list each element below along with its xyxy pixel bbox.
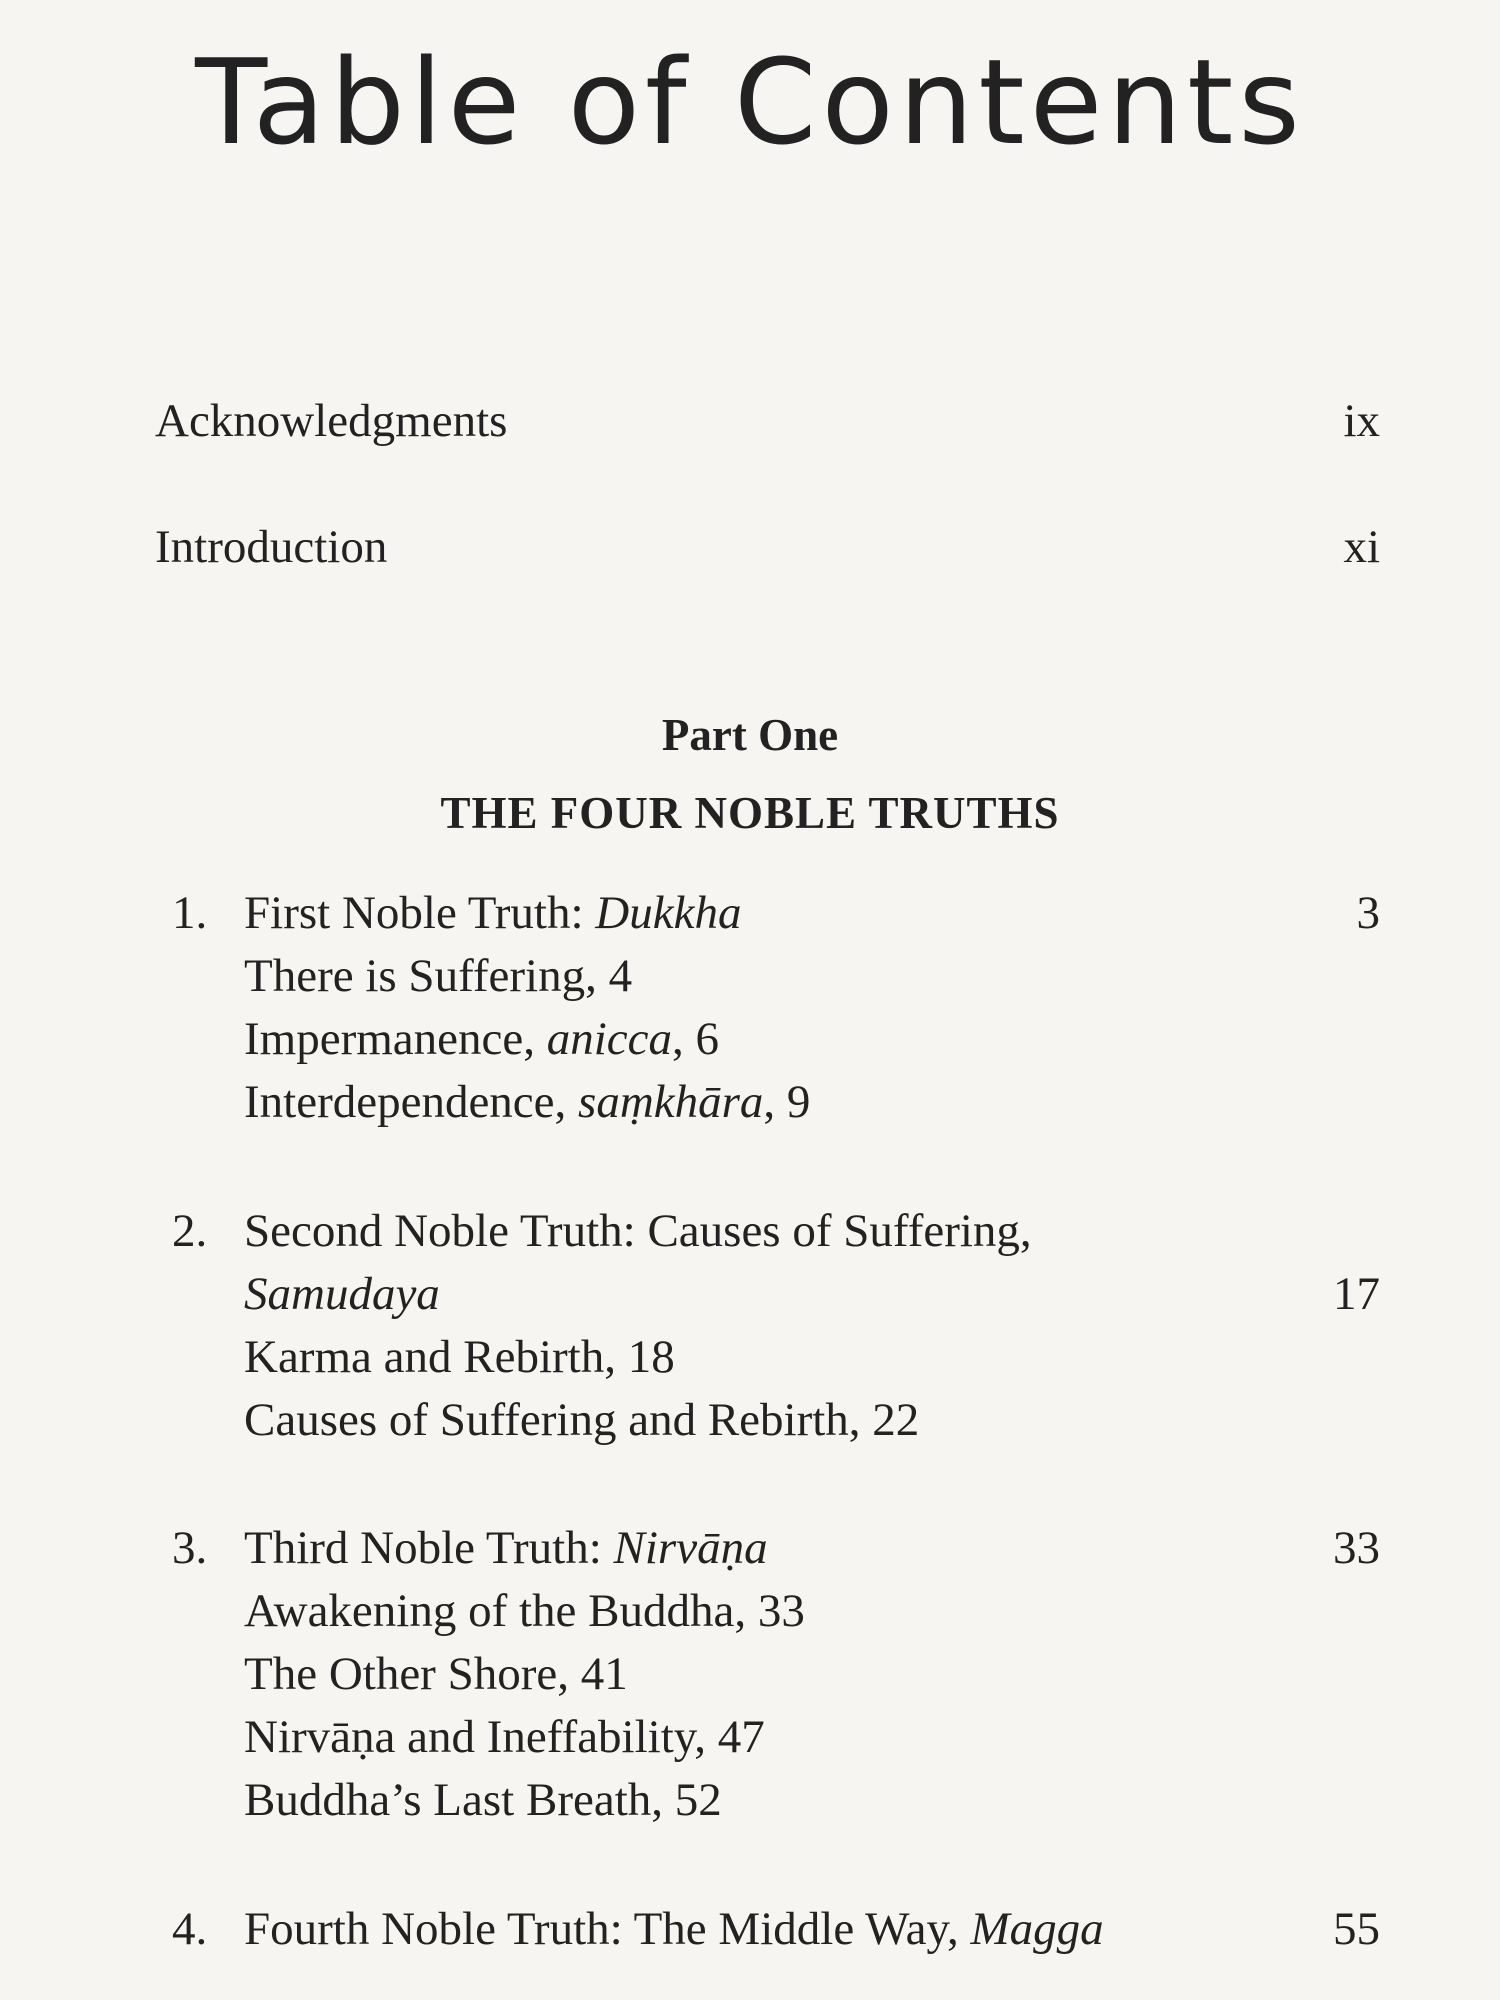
chapter-title <box>244 887 742 939</box>
chapter-title <box>244 1903 1104 1955</box>
chapter-title-text: Second Noble Truth: Causes of Suffering, <box>244 1205 1032 1257</box>
chapter-title <box>244 1522 768 1574</box>
subsection-text: Interdependence, <box>244 1076 579 1128</box>
entry-page-number: xi <box>1343 521 1380 573</box>
chapter-title-term: Magga <box>970 1903 1104 1955</box>
chapter-title-term: Dukkha <box>595 887 742 939</box>
chapter-page-number: 3 <box>1356 887 1380 939</box>
subsection-title: The Other Shore, 41 <box>244 1648 628 1700</box>
chapter-page-number: 33 <box>1333 1522 1380 1574</box>
subsection-term: saṃkhāra <box>578 1076 764 1128</box>
page-title: Table of Contents <box>195 33 1305 171</box>
chapter-number: 4. <box>172 1903 208 1955</box>
subsection-text: Impermanence, <box>244 1013 547 1065</box>
subsection-title: Causes of Suffering and Rebirth, 22 <box>244 1394 920 1446</box>
chapter-page-number: 55 <box>1333 1903 1380 1955</box>
subsection-title <box>244 1076 811 1128</box>
entry-label: Acknowledgments <box>155 395 508 447</box>
subsection-title: Karma and Rebirth, 18 <box>244 1331 675 1383</box>
part-title: THE FOUR NOBLE TRUTHS <box>440 788 1060 838</box>
subsection-page-ref: , 9 <box>763 1076 811 1128</box>
entry-page-number: ix <box>1343 395 1380 447</box>
subsection-title: Awakening of the Buddha, 33 <box>244 1585 805 1637</box>
part-label: Part One <box>661 710 839 760</box>
subsection-term: anicca <box>546 1013 673 1065</box>
subsection-title: Nirvāṇa and Ineffability, 47 <box>244 1711 765 1763</box>
chapter-title-term: Nirvāṇa <box>613 1522 768 1574</box>
chapter-title-text: Fourth Noble Truth: The Middle Way, <box>244 1903 971 1955</box>
chapter-title-text: Third Noble Truth: <box>244 1522 614 1574</box>
entry-label: Introduction <box>155 521 388 573</box>
subsection-title: Buddha’s Last Breath, 52 <box>244 1774 722 1826</box>
chapter-title-term: Samudaya <box>244 1268 440 1320</box>
chapter-title-text: First Noble Truth: <box>244 887 596 939</box>
subsection-page-ref: , 6 <box>672 1013 720 1065</box>
chapter-number: 3. <box>172 1522 208 1574</box>
subsection-title <box>244 1013 720 1065</box>
subsection-title: There is Suffering, 4 <box>244 950 633 1002</box>
chapter-number: 2. <box>172 1205 208 1257</box>
chapter-page-number: 17 <box>1333 1268 1380 1320</box>
chapter-number: 1. <box>172 887 208 939</box>
